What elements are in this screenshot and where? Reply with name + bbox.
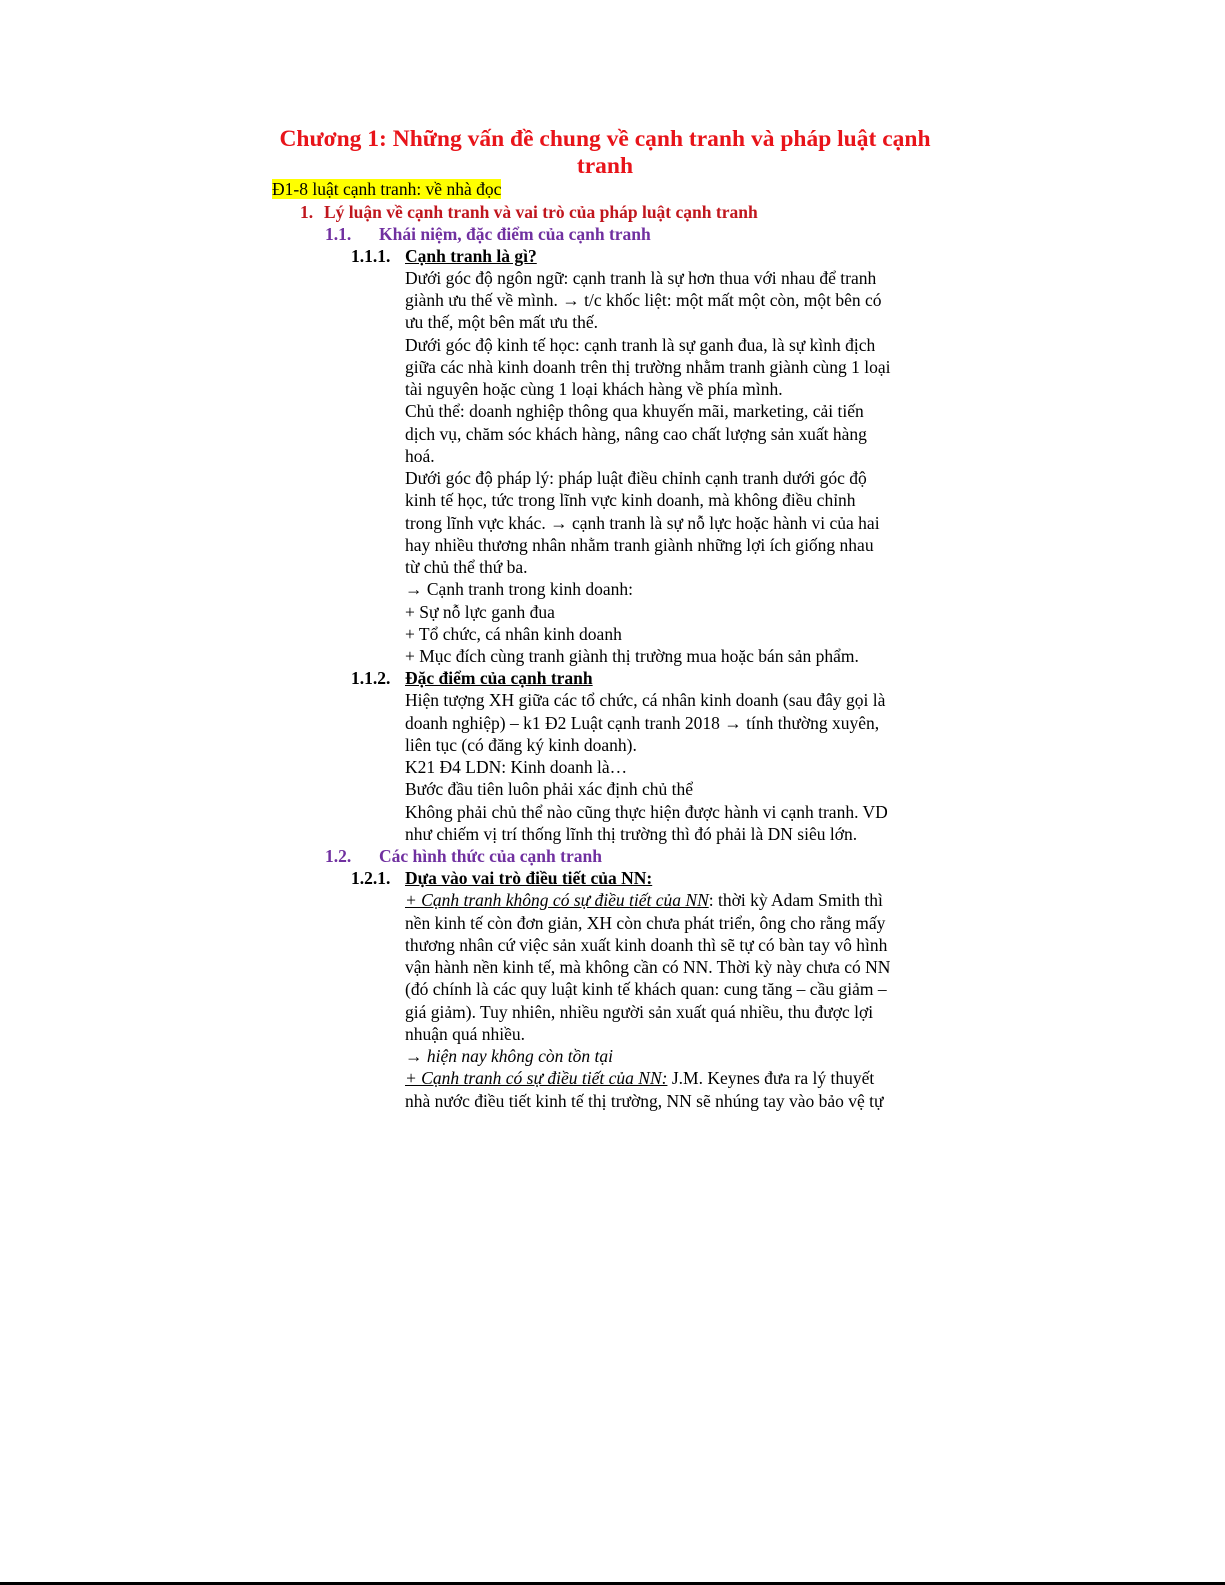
paragraph-line: hoá. [405,446,435,466]
paragraph-line: + Mục đích cùng tranh giành thị trường mua hoặc bán sản phẩm. [405,646,859,666]
inline-label: + Cạnh tranh không có sự điều tiết của NN [405,890,709,910]
paragraph-line: Hiện tượng XH giữa các tổ chức, cá nhân kinh doanh (sau đây gọi là [405,690,886,710]
paragraph-line: giành ưu thế về mình. → t/c khốc liệt: một mất một còn, một bên có [405,290,882,310]
paragraph-line: K21 Đ4 LDN: Kinh doanh là… [405,757,628,777]
section-number: 1.2. [325,846,352,866]
highlighted-note: Đ1-8 luật cạnh tranh: về nhà đọc [272,179,502,199]
paragraph-line: (đó chính là các quy luật kinh tế khách quan: cung tăng – cầu giảm – [405,979,887,999]
inline-text: : thời kỳ Adam Smith thì [708,890,883,910]
paragraph-line: liên tục (có đăng ký kinh doanh). [405,735,637,755]
section-1-1-2-heading [351,667,593,689]
paragraph-line: + Tổ chức, cá nhân kinh doanh [405,624,622,644]
section-number: 1.2.1. [351,868,391,888]
inline-text: J.M. Keynes đưa ra lý thuyết [667,1068,875,1088]
paragraph-line: Dưới góc độ pháp lý: pháp luật điều chỉnh cạnh tranh dưới góc độ [405,468,867,488]
section-1-2-1-heading [351,867,652,889]
section-1-2-heading [325,845,602,867]
paragraph-line: Dưới góc độ kinh tế học: cạnh tranh là sự ganh đua, là sự kình địch [405,335,876,355]
paragraph-line: giá giảm). Tuy nhiên, nhiều người sản xuất quá nhiều, thu được lợi [405,1002,874,1022]
inline-label: + Cạnh tranh có sự điều tiết của NN: [405,1068,668,1088]
section-number: 1.1. [325,224,352,244]
section-title: Lý luận về cạnh tranh và vai trò của pháp luật cạnh tranh [324,202,758,222]
section-title: Khái niệm, đặc điểm của cạnh tranh [379,224,651,244]
paragraph-line: kinh tế học, tức trong lĩnh vực kinh doanh, mà không điều chỉnh [405,490,856,510]
paragraph-line: vận hành nền kinh tế, mà không cần có NN. Thời kỳ này chưa có NN [405,957,891,977]
paragraph-line: ưu thế, một bên mất ưu thế. [405,312,598,332]
paragraph-line: như chiếm vị trí thống lĩnh thị trường thì đó phải là DN siêu lớn. [405,824,858,844]
section-number: 1. [300,202,314,222]
paragraph-line: giữa các nhà kinh doanh trên thị trường nhằm tranh giành cùng 1 loại [405,357,891,377]
paragraph-line: tài nguyên hoặc cùng 1 loại khách hàng về phía mình. [405,379,783,399]
section-1-heading [300,201,758,223]
conclusion-line: → hiện nay không còn tồn tại [405,1046,614,1066]
paragraph-line [405,889,883,911]
paragraph-line: Dưới góc độ ngôn ngữ: cạnh tranh là sự hơn thua với nhau để tranh [405,268,877,288]
reading-note [272,178,501,200]
paragraph-line: → Cạnh tranh trong kinh doanh: [405,579,633,599]
paragraph-line: Bước đầu tiên luôn phải xác định chủ thể [405,779,693,799]
paragraph-line: thương nhân cứ việc sản xuất kinh doanh thì sẽ tự có bàn tay vô hình [405,935,888,955]
section-title: Dựa vào vai trò điều tiết của NN: [405,868,653,888]
section-number: 1.1.1. [351,246,391,266]
paragraph-line: hay nhiều thương nhân nhằm tranh giành những lợi ích giống nhau [405,535,874,555]
section-1-1-heading [325,223,651,245]
section-title: Cạnh tranh là gì? [405,246,537,266]
section-title: Các hình thức của cạnh tranh [379,846,602,866]
section-title: Đặc điểm của cạnh tranh [405,668,593,688]
paragraph-line: nhà nước điều tiết kinh tế thị trường, NN sẽ nhúng tay vào bảo vệ tự [405,1091,884,1111]
chapter-title: Chương 1: Những vấn đề chung về cạnh tranh và pháp luật cạnh tranh [279,126,931,179]
paragraph-line: Không phải chủ thể nào cũng thực hiện được hành vi cạnh tranh. VD [405,802,888,822]
paragraph-line: Chủ thể: doanh nghiệp thông qua khuyến mãi, marketing, cải tiến [405,401,864,421]
paragraph-line: dịch vụ, chăm sóc khách hàng, nâng cao chất lượng sản xuất hàng [405,424,867,444]
section-1-1-1-heading [351,245,537,267]
paragraph-line [405,1067,874,1089]
section-number: 1.1.2. [351,668,391,688]
paragraph-line: trong lĩnh vực khác. → cạnh tranh là sự nỗ lực hoặc hành vi của hai [405,513,880,533]
paragraph-line: nhuận quá nhiều. [405,1024,526,1044]
paragraph-line: + Sự nỗ lực ganh đua [405,602,555,622]
paragraph-line: doanh nghiệp) – k1 Đ2 Luật cạnh tranh 2018 → tính thường xuyên, [405,713,880,733]
paragraph-line: từ chủ thể thứ ba. [405,557,528,577]
paragraph-line: nền kinh tế còn đơn giản, XH còn chưa phát triển, ông cho rằng mấy [405,913,886,933]
